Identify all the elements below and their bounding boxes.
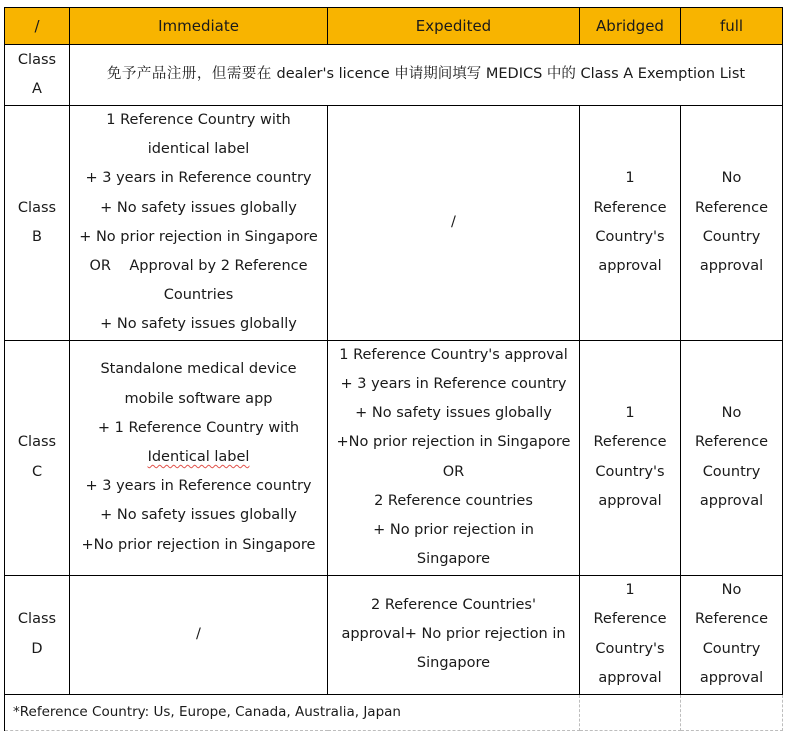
- class-d-expedited: [328, 575, 580, 694]
- footnote-empty-cell: [681, 694, 783, 730]
- class-d-expedited-line: 2 Reference Countries': [371, 596, 536, 613]
- class-c-expedited-line: 2 Reference countries: [374, 492, 533, 509]
- class-b-full-line: Reference: [694, 199, 769, 216]
- class-d-label: [5, 575, 70, 694]
- class-b-label-line: Class: [17, 199, 57, 216]
- class-a-label-line: Class: [17, 51, 57, 68]
- class-c-label-line: C: [31, 463, 43, 480]
- class-c-full-line: Reference: [694, 434, 769, 451]
- class-c-expedited-line: +No prior rejection in Singapore: [336, 434, 571, 451]
- class-d-immediate: /: [70, 575, 328, 694]
- class-d-full-line: Reference: [694, 611, 769, 628]
- class-c-immediate-line: Standalone medical device: [100, 361, 297, 378]
- class-b-abridged-line: 1: [625, 170, 635, 187]
- class-b-immediate-line: 1 Reference Country with: [106, 112, 291, 128]
- class-c-abridged-line: Reference: [593, 434, 667, 451]
- class-b-full-line: approval: [699, 258, 764, 275]
- class-b-immediate-line: + No safety issues globally: [100, 316, 297, 333]
- class-b-abridged-line: Country's: [595, 228, 665, 245]
- class-c-expedited-line: Singapore: [416, 551, 491, 568]
- class-b-immediate-line: + No prior rejection in Singapore: [79, 228, 318, 245]
- class-b-expedited: /: [328, 106, 580, 341]
- row-class-d: [5, 575, 783, 694]
- class-c-immediate-line: mobile software app: [124, 390, 273, 407]
- class-c-full: [681, 340, 783, 575]
- class-c-full-line: Country: [702, 463, 761, 480]
- class-c-label-line: Class: [17, 434, 57, 451]
- header-full: full: [681, 8, 783, 45]
- class-b-immediate-line: identical label: [147, 141, 250, 158]
- class-c-expedited-line: + No prior rejection in: [373, 522, 534, 539]
- class-c-abridged: [580, 340, 681, 575]
- reference-country-footnote: *Reference Country: Us, Europe, Canada, Australia, Japan: [5, 694, 580, 730]
- class-b-full-line: Country: [702, 228, 761, 245]
- class-d-abridged-line: approval: [598, 669, 662, 686]
- header-row: [5, 8, 783, 45]
- footnote-empty-cell: [580, 694, 681, 730]
- class-b-label-line: B: [32, 228, 42, 245]
- class-c-expedited: [328, 340, 580, 575]
- header-abridged: Abridged: [580, 8, 681, 45]
- header-slash: /: [5, 8, 70, 45]
- class-c-immediate-line: + No safety issues globally: [100, 507, 297, 524]
- class-b-immediate: [70, 106, 328, 341]
- class-d-full-line: No: [721, 582, 742, 599]
- class-c-expedited-line: + 3 years in Reference country: [340, 376, 567, 393]
- class-c-abridged-line: approval: [598, 492, 662, 509]
- class-c-abridged-line: 1: [625, 405, 635, 422]
- class-c-expedited-line: OR: [442, 463, 465, 480]
- class-b-immediate-line: + 3 years in Reference country: [85, 170, 312, 187]
- class-c-expedited-line: + No safety issues globally: [355, 405, 552, 422]
- class-c-immediate-line: + 3 years in Reference country: [85, 478, 312, 495]
- class-c-immediate-line: + 1 Reference Country with: [97, 419, 300, 436]
- class-a-label: [5, 45, 70, 106]
- class-b-abridged-line: Reference: [593, 199, 667, 216]
- class-a-exemption-note: [70, 45, 783, 106]
- spellcheck-flagged-text: Identical label: [147, 449, 250, 466]
- class-b-abridged: [580, 106, 681, 341]
- row-class-b: [5, 106, 783, 341]
- class-c-expedited-line: 1 Reference Country's approval: [339, 346, 568, 363]
- class-c-immediate-line: [73, 443, 324, 472]
- class-b-abridged-line: approval: [598, 258, 662, 275]
- class-c-immediate-line: +No prior rejection in Singapore: [81, 536, 316, 553]
- class-b-full-line: No: [721, 170, 742, 187]
- class-c-label: [5, 340, 70, 575]
- class-c-abridged-line: Country's: [595, 463, 665, 480]
- class-d-label-line: Class: [17, 611, 57, 628]
- class-a-label-line: A: [32, 81, 42, 97]
- class-c-full-line: No: [721, 405, 742, 422]
- class-d-full-line: approval: [699, 669, 764, 686]
- class-d-abridged-line: Reference: [593, 611, 667, 628]
- class-b-label: [5, 106, 70, 341]
- header-immediate: Immediate: [70, 8, 328, 45]
- class-d-abridged: [580, 575, 681, 694]
- class-d-expedited-line: Singapore: [416, 655, 491, 672]
- class-d-expedited-line: approval+ No prior rejection in: [341, 626, 566, 643]
- pathway-table: [4, 7, 783, 731]
- class-b-immediate-line: OR Approval by 2 Reference: [89, 258, 308, 275]
- footnote-row: [5, 694, 783, 730]
- class-b-immediate-line: + No safety issues globally: [100, 199, 297, 216]
- class-d-abridged-line: 1: [625, 582, 635, 599]
- class-b-full: [681, 106, 783, 341]
- class-a-note-prefix: 免予产品注册，但需要在: [106, 66, 272, 83]
- class-d-label-line: D: [31, 640, 43, 657]
- row-class-c: [5, 340, 783, 575]
- class-d-full-line: Country: [702, 640, 761, 657]
- class-d-full: [681, 575, 783, 694]
- class-c-immediate: [70, 340, 328, 575]
- row-class-a: [5, 45, 783, 106]
- class-a-note-rest: dealer's licence 申请期间填写 MEDICS 中的 Class A Exemption List: [271, 66, 746, 83]
- header-expedited: Expedited: [328, 8, 580, 45]
- class-b-immediate-line: Countries: [163, 287, 234, 304]
- class-d-abridged-line: Country's: [595, 640, 665, 657]
- class-c-full-line: approval: [699, 492, 764, 509]
